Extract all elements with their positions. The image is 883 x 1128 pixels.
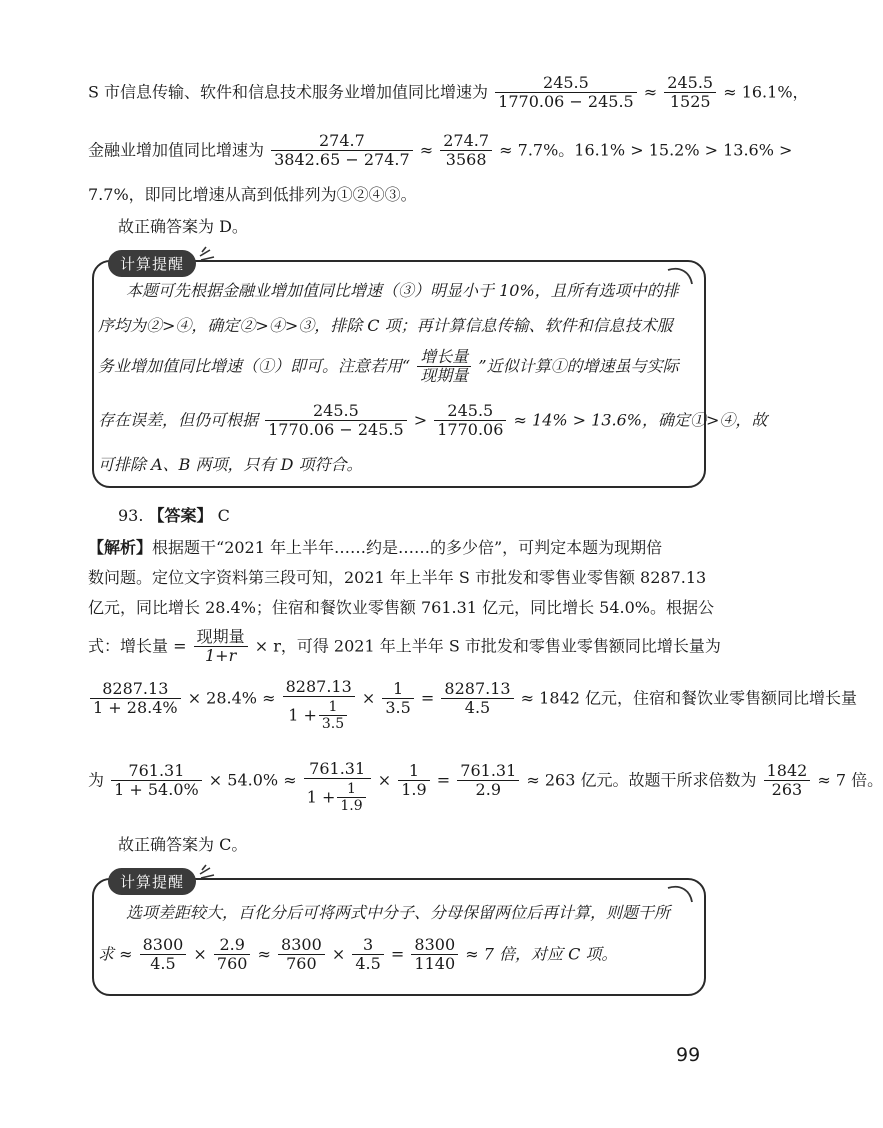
tip2-line-2 (98, 936, 617, 974)
analysis-line-3: 亿元，同比增长 28.4%；住宿和餐饮业零售额 761.31 亿元，同比增长 54.0%。根据公 (88, 598, 714, 617)
times-sign: × (377, 770, 392, 790)
equals-sign: = (436, 770, 451, 790)
line-text: ≈ 263 亿元。故题干所求倍数为 (526, 770, 757, 790)
line-text: 求 ≈ (98, 944, 133, 964)
tip1-line-4 (98, 402, 767, 440)
fraction: $\frac{245.5}{1525}$ (664, 74, 716, 112)
fraction: $\frac{245.5}{1770.06 - 245.5}$ (265, 402, 407, 440)
fraction: $\frac{8300}{4.5}$ (140, 936, 187, 974)
compound-fraction: 761.31 1 + $\frac{1}{1.9}$ (304, 760, 371, 815)
times-sign: × (193, 944, 207, 964)
line-text: × 28.4% ≈ (187, 688, 276, 708)
fraction: $\frac{3}{4.5}$ (352, 936, 383, 974)
answer-value: C (217, 506, 230, 525)
para-line-4: 故正确答案为 D。 (118, 217, 248, 236)
approx-sign: ≈ (419, 140, 434, 160)
fraction: $\frac{\text{现期量}}{1+r}$ (194, 628, 248, 666)
fraction: $\frac{245.5}{1770.06}$ (434, 402, 506, 440)
analysis-label: 【解析】 (88, 538, 153, 557)
fraction: $\frac{2.9}{760}$ (214, 936, 251, 974)
line-text: S 市信息传输、软件和信息技术服务业增加值同比增速为 (88, 82, 489, 102)
spark-icon (196, 864, 218, 882)
fraction: $\frac{1}{1.9}$ (398, 762, 429, 800)
fraction: $\frac{8300}{1140}$ (411, 936, 458, 974)
approx-sign: ≈ (643, 82, 658, 102)
tip-tag-2: 计算提醒 (108, 868, 196, 895)
gt-sign: > (413, 410, 428, 430)
fraction: $\frac{761.31}{2.9}$ (457, 762, 519, 800)
line-text: 式：增长量 = (88, 636, 187, 656)
tip1-line-3 (98, 348, 679, 386)
equation-line-2 (88, 759, 883, 815)
fraction: $\frac{\text{增长量}}{\text{现期量}}$ (417, 348, 471, 386)
result-text: ≈ 7.7%。16.1% > 15.2% > 13.6% > (499, 140, 793, 160)
answer-line (118, 505, 230, 527)
page-number: 99 (676, 1044, 701, 1066)
times-sign: × (331, 944, 346, 964)
line-text: ≈ 14% > 13.6%，确定①>④，故 (513, 410, 768, 430)
line-text: 金融业增加值同比增速为 (88, 140, 265, 160)
equation-line-1 (88, 677, 857, 733)
para-line-2 (88, 132, 792, 170)
equals-sign: = (420, 688, 435, 708)
corner-curl-icon (666, 880, 696, 906)
tip1-line-1: 本题可先根据金融业增加值同比增速（③）明显小于 10%，且所有选项中的排 (126, 281, 679, 300)
answer-label: 【答案】 (148, 506, 213, 525)
line-text: ≈ 7 倍。 (817, 770, 883, 790)
line-text: 根据题干“2021 年上半年……约是……的多少倍”，可判定本题为现期倍 (152, 538, 663, 557)
line-text: × 54.0% ≈ (208, 770, 297, 790)
line-text: × r，可得 2021 年上半年 S 市批发和零售业零售额同比增长量为 (254, 636, 721, 656)
times-sign: × (361, 688, 376, 708)
line-text: ≈ 7 倍，对应 C 项。 (465, 944, 618, 964)
fraction: $\frac{274.7}{3842.65 - 274.7}$ (271, 132, 413, 170)
fraction: $\frac{245.5}{1770.06 - 245.5}$ (495, 74, 637, 112)
line-text: ≈ 1842 亿元，住宿和餐饮业零售额同比增长量 (520, 688, 857, 708)
tip2-line-1: 选项差距较大，百化分后可将两式中分子、分母保留两位后再计算，则题干所 (126, 903, 671, 922)
line-text: 存在误差，但仍可根据 (98, 410, 259, 430)
fraction: $\frac{761.31}{1 + 54.0\%}$ (111, 762, 202, 800)
result-text: ≈ 16.1%， (723, 82, 809, 102)
analysis-line-1 (88, 537, 662, 559)
approx-sign: ≈ (257, 944, 271, 964)
analysis-line-4 (88, 628, 721, 666)
fraction: $\frac{274.7}{3568}$ (440, 132, 492, 170)
compound-fraction: 8287.13 1 + $\frac{1}{3.5}$ (283, 678, 355, 733)
equals-sign: = (390, 944, 405, 964)
line-text: 为 (88, 770, 105, 790)
tip1-line-2: 序均为②>④，确定②>④>③，排除 C 项；再计算信息传输、软件和信息技术服 (98, 316, 673, 335)
fraction: $\frac{8300}{760}$ (278, 936, 325, 974)
analysis-line-2: 数问题。定位文字资料第三段可知，2021 年上半年 S 市批发和零售业零售额 8287.13 (88, 568, 707, 587)
para-line-3: 7.7%，即同比增速从高到低排列为①②④③。 (88, 185, 417, 204)
fraction: $\frac{1842}{263}$ (764, 762, 811, 800)
line-text: ”近似计算①的增速虽与实际 (478, 356, 679, 376)
fraction: $\frac{8287.13}{4.5}$ (441, 680, 513, 718)
conclusion-line: 故正确答案为 C。 (118, 835, 248, 854)
tip1-line-5: 可排除 A、B 两项，只有 D 项符合。 (98, 455, 363, 474)
tip-tag-1: 计算提醒 (108, 250, 196, 277)
fraction: $\frac{1}{3.5}$ (382, 680, 413, 718)
question-number: 93. (118, 506, 144, 525)
para-line-1 (88, 74, 809, 112)
fraction: $\frac{8287.13}{1 + 28.4\%}$ (90, 680, 181, 718)
spark-icon (196, 246, 218, 264)
line-text: 务业增加值同比增速（①）即可。注意若用“ (98, 356, 411, 376)
